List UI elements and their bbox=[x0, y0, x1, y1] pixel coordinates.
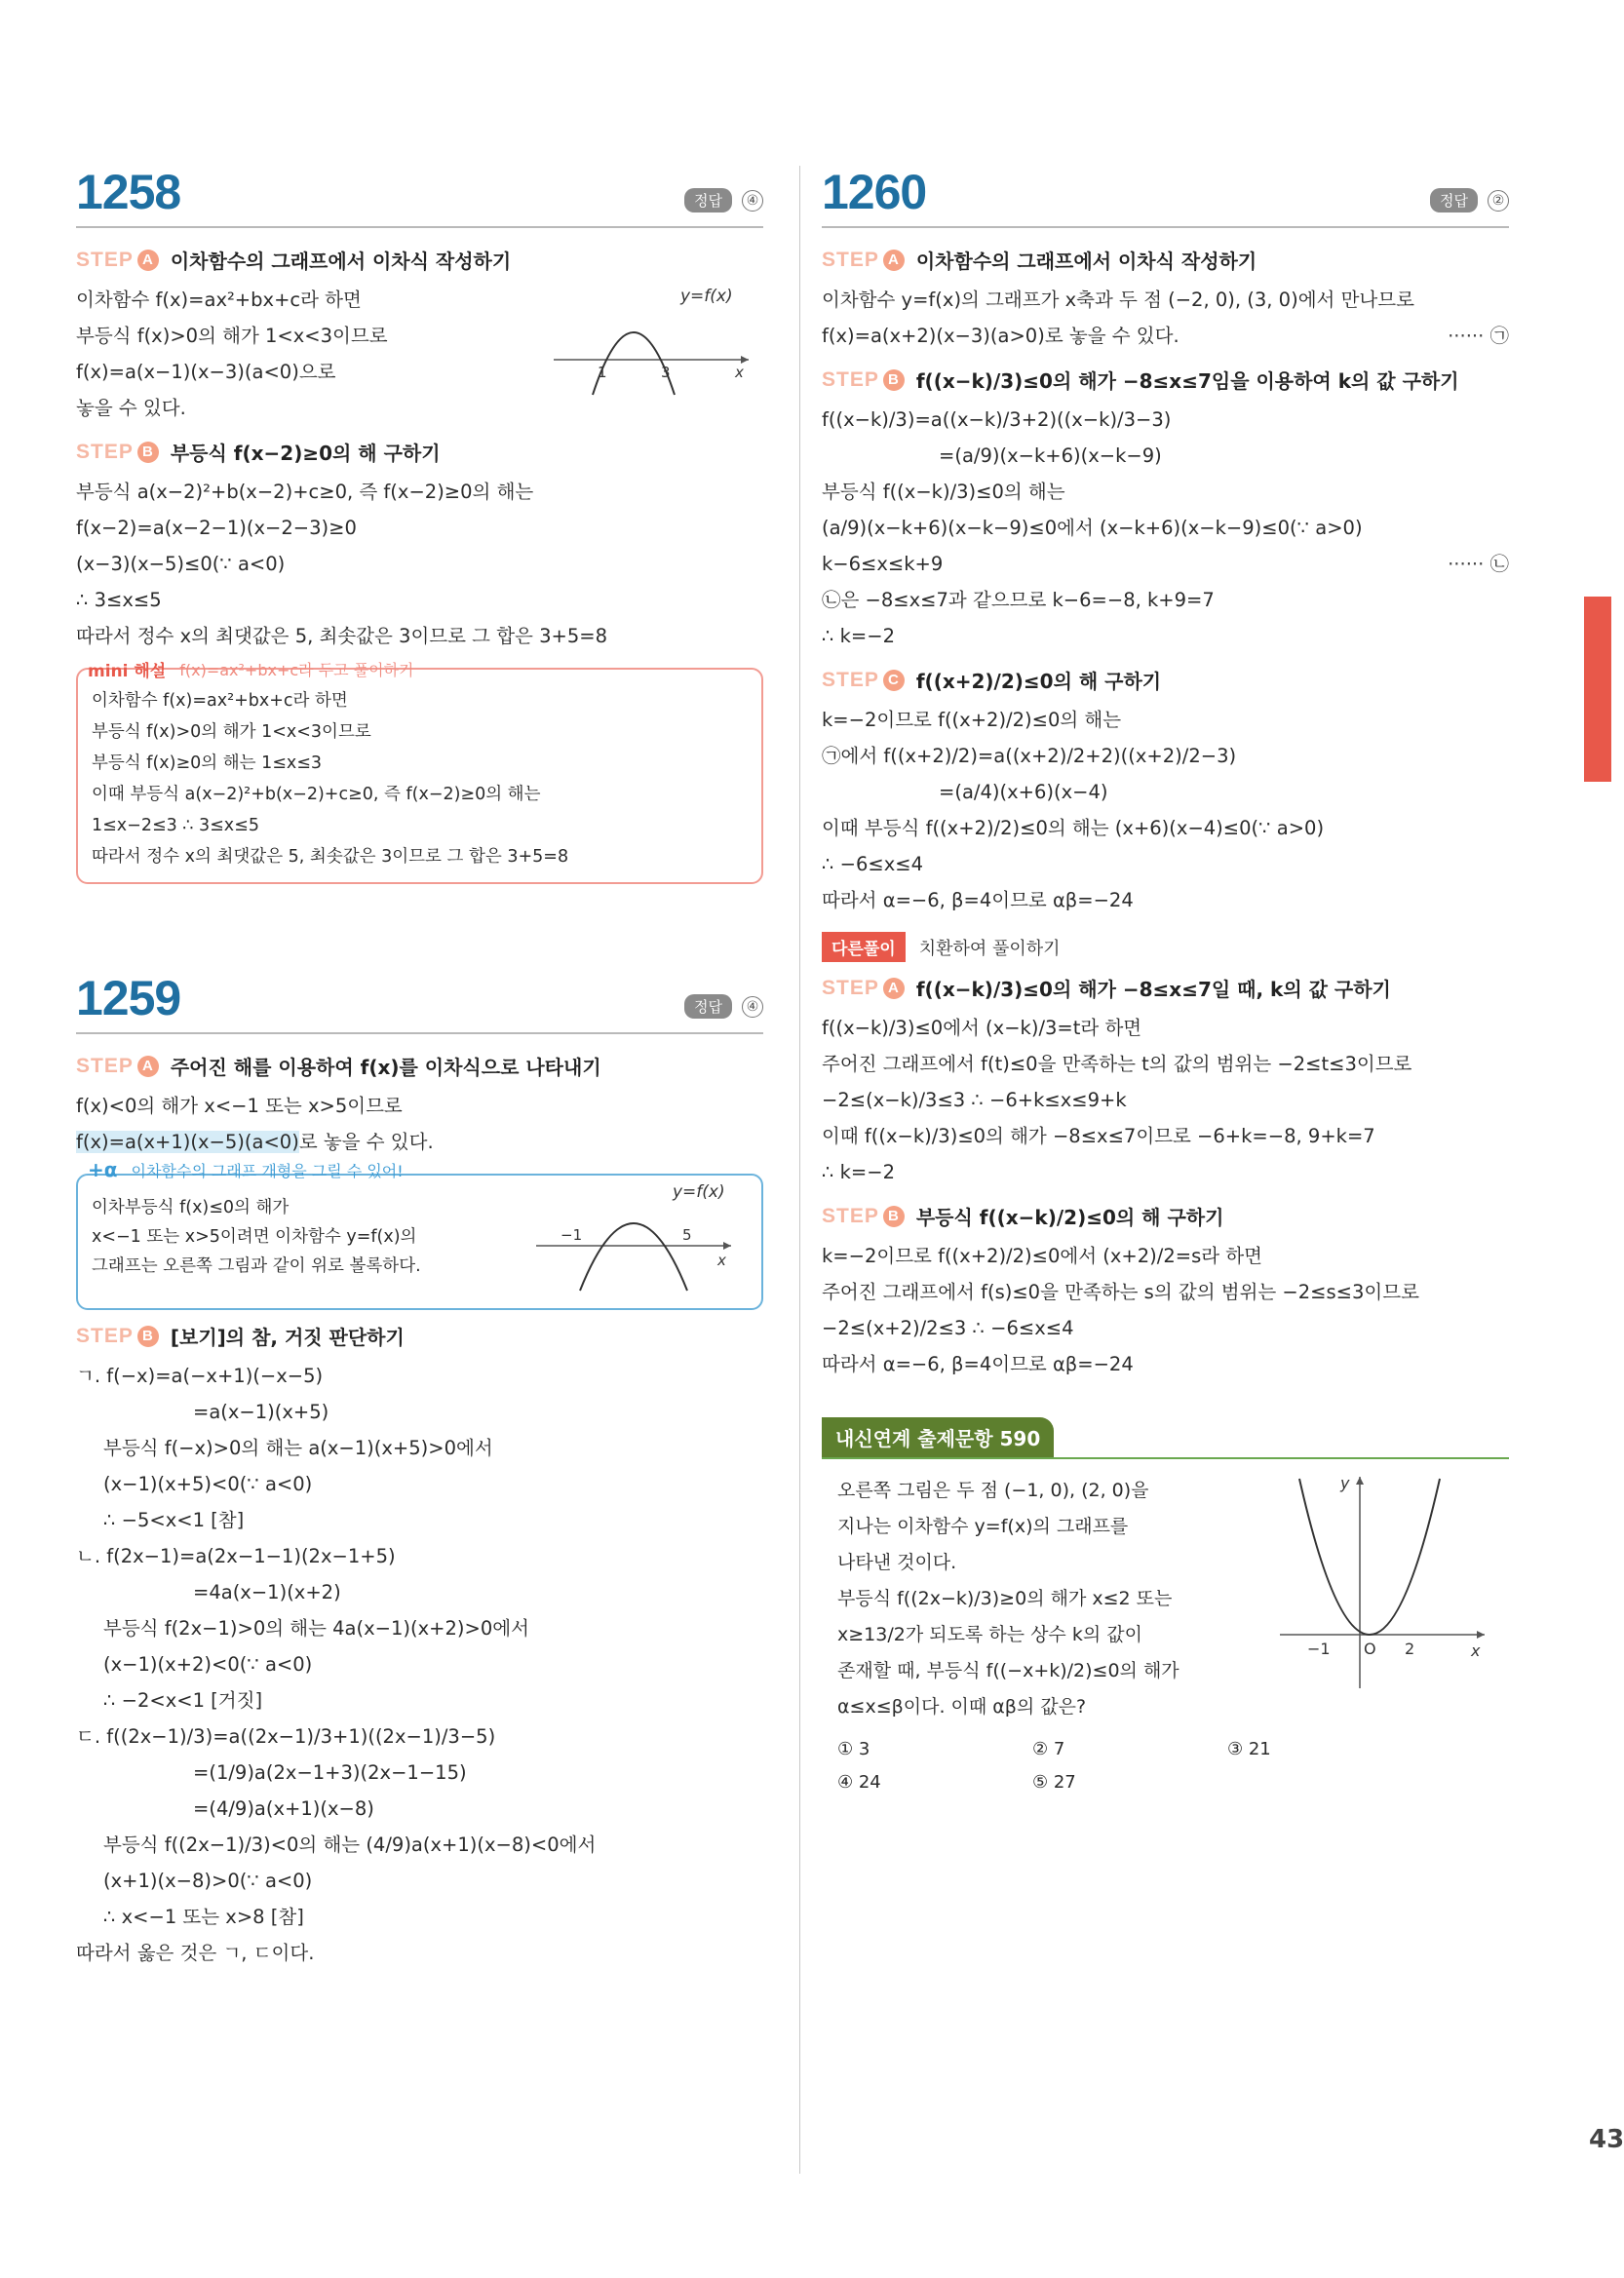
text-line: 주어진 그래프에서 f(s)≤0을 만족하는 s의 값의 범위는 −2≤s≤3이므로 bbox=[822, 1281, 1419, 1303]
text-line: 따라서 정수 x의 최댓값은 5, 최솟값은 3이므로 그 합은 3+5=8 bbox=[92, 847, 569, 867]
text-line: k=−2이므로 f((x+2)/2)≤0에서 (x+2)/2=s라 하면 bbox=[822, 1245, 1262, 1267]
page-number: 43 bbox=[1589, 2125, 1624, 2154]
text-line: ∴ −2<x<1 [거짓] bbox=[103, 1689, 263, 1712]
question-line: 부등식 f((2x−k)/3)≥0의 해가 x≤2 또는 bbox=[837, 1588, 1173, 1609]
step-a bbox=[822, 246, 1509, 274]
text-line: (a/9)(x−k+6)(x−k−9)≤0에서 (x−k+6)(x−k−9)≤0(∵ a>0) bbox=[822, 517, 1363, 539]
text-line: 부등식 f((x−k)/3)≤0의 해는 bbox=[822, 481, 1065, 503]
text-line: =(a/9)(x−k+6)(x−k−9) bbox=[939, 444, 1162, 467]
answer-box bbox=[1430, 188, 1509, 212]
alternate-tag: 다른풀이 bbox=[822, 932, 906, 962]
text-line: 부등식 f(−x)>0의 해는 a(x−1)(x+5)>0에서 bbox=[103, 1437, 493, 1459]
graph-axis-x: x bbox=[735, 364, 744, 381]
text-line: =(1/9)a(2x−1+3)(2x−1−15) bbox=[193, 1761, 467, 1784]
alt-step-a bbox=[822, 974, 1509, 1002]
question-line: 나타낸 것이다. bbox=[837, 1552, 957, 1573]
text-line: f(x)<0의 해가 x<−1 또는 x>5이므로 bbox=[76, 1095, 403, 1117]
text-line: (x−1)(x+2)<0(∵ a<0) bbox=[103, 1653, 313, 1676]
text-line: 따라서 α=−6, β=4이므로 αβ=−24 bbox=[822, 1353, 1134, 1375]
text-line: (x−1)(x+5)<0(∵ a<0) bbox=[103, 1473, 313, 1495]
answer-box bbox=[684, 188, 763, 212]
text-line: f(x−2)=a(x−2−1)(x−2−3)≥0 bbox=[76, 517, 357, 539]
graph-root-1: −1 bbox=[1307, 1640, 1331, 1658]
step-title: f((x−k)/3)≤0의 해가 −8≤x≤7일 때, k의 값 구하기 bbox=[915, 978, 1391, 1001]
text-line: f((x−k)/3)≤0에서 (x−k)/3=t라 하면 bbox=[822, 1017, 1142, 1039]
tip-tag: +α bbox=[88, 1158, 118, 1181]
mini-solution-box bbox=[76, 660, 763, 884]
text-line: x<−1 또는 x>5이려면 이차함수 y=f(x)의 bbox=[92, 1227, 417, 1247]
text-line: 이차함수 y=f(x)의 그래프가 x축과 두 점 (−2, 0), (3, 0)에서 만나므로 bbox=[822, 289, 1414, 311]
problem-header bbox=[822, 146, 1509, 228]
text-line: 부등식 a(x−2)²+b(x−2)+c≥0, 즉 f(x−2)≥0의 해는 bbox=[76, 481, 534, 503]
alt-step-b bbox=[822, 1202, 1509, 1230]
text-line: 이때 f((x−k)/3)≤0의 해가 −8≤x≤7이므로 −6+k=−8, 9+k=7 bbox=[822, 1125, 1375, 1147]
step-c bbox=[822, 666, 1509, 694]
text-line: f(x)=a(x−1)(x−3)(a<0)으로 bbox=[76, 361, 336, 383]
step-title: 이차함수의 그래프에서 이차식 작성하기 bbox=[915, 250, 1257, 273]
step-tag: STEP A bbox=[76, 249, 159, 272]
step-title: 부등식 f((x−k)/2)≤0의 해 구하기 bbox=[915, 1206, 1224, 1229]
equation-marker: ······ ㉡ bbox=[1448, 553, 1509, 575]
chapter-side-tab bbox=[1584, 597, 1611, 782]
choice-3[interactable]: ③ 21 bbox=[1227, 1739, 1271, 1759]
graph-label: y=f(x) bbox=[680, 287, 733, 306]
tip-title: 이차함수의 그래프 개형을 그릴 수 있어! bbox=[131, 1161, 404, 1180]
text-line: 주어진 그래프에서 f(t)≤0을 만족하는 t의 값의 범위는 −2≤t≤3이므로 bbox=[822, 1053, 1412, 1075]
text-line: ∴ k=−2 bbox=[822, 625, 895, 647]
answer-value: ④ bbox=[742, 190, 763, 212]
step-b bbox=[76, 1322, 763, 1350]
step-title: 부등식 f(x−2)≥0의 해 구하기 bbox=[170, 442, 441, 465]
step-b bbox=[76, 438, 763, 466]
text-line: ∴ 3≤x≤5 bbox=[76, 589, 162, 611]
text-line: f((x−k)/3)=a((x−k)/3+2)((x−k)/3−3) bbox=[822, 408, 1172, 431]
text-line: 부등식 f(x)>0의 해가 1<x<3이므로 bbox=[76, 325, 388, 347]
graph-root-2: 2 bbox=[1405, 1640, 1415, 1658]
step-a bbox=[76, 1052, 763, 1080]
step-tag: STEP B bbox=[822, 368, 905, 392]
choice-2[interactable]: ② 7 bbox=[1032, 1739, 1065, 1759]
problem-header bbox=[76, 146, 763, 228]
text-line: f(x)=a(x+1)(x−5)(a<0)로 놓을 수 있다. bbox=[76, 1131, 434, 1153]
step-tag: STEP A bbox=[822, 977, 905, 1000]
text-line: =4a(x−1)(x+2) bbox=[193, 1581, 341, 1603]
text-line: 그래프는 오른쪽 그림과 같이 위로 볼록하다. bbox=[92, 1256, 421, 1276]
graph-root-1: −1 bbox=[561, 1226, 583, 1244]
graph-root-1: 1 bbox=[598, 364, 607, 381]
problem-1259 bbox=[76, 952, 763, 1971]
answer-choices bbox=[837, 1733, 1493, 1799]
text-line: 1≤x−2≤3 ∴ 3≤x≤5 bbox=[92, 816, 259, 835]
text-line: =a(x−1)(x+5) bbox=[193, 1401, 329, 1423]
question-line: 오른쪽 그림은 두 점 (−1, 0), (2, 0)을 bbox=[837, 1480, 1149, 1501]
text-line: ㄴ. f(2x−1)=a(2x−1−1)(2x−1+5) bbox=[76, 1545, 396, 1567]
step-tag: STEP B bbox=[822, 1205, 905, 1228]
graph-root-2: 3 bbox=[661, 364, 671, 381]
graph-axis-y: y bbox=[1340, 1474, 1350, 1492]
choice-1[interactable]: ① 3 bbox=[837, 1739, 870, 1759]
question-line: 존재할 때, 부등식 f((−x+k)/2)≤0의 해가 bbox=[837, 1660, 1179, 1681]
graph-label: y=f(x) bbox=[673, 1182, 725, 1202]
choice-4[interactable]: ④ 24 bbox=[837, 1772, 881, 1793]
text-line: 따라서 α=−6, β=4이므로 αβ=−24 bbox=[822, 889, 1134, 911]
text-line: 부등식 f(x)>0의 해가 1<x<3이므로 bbox=[92, 722, 371, 742]
text-line: ∴ k=−2 bbox=[822, 1161, 895, 1183]
text-line: ∴ −5<x<1 [참] bbox=[103, 1509, 245, 1531]
answer-label: 정답 bbox=[684, 994, 732, 1019]
step-tag: STEP C bbox=[822, 669, 905, 692]
text-line: ∴ x<−1 또는 x>8 [참] bbox=[103, 1906, 304, 1928]
graph-root-2: 5 bbox=[682, 1226, 692, 1244]
problem-1258 bbox=[76, 146, 763, 884]
linked-exam-question bbox=[822, 1417, 1509, 1813]
text-line: 이때 부등식 f((x+2)/2)≤0의 해는 (x+6)(x−4)≤0(∵ a>0) bbox=[822, 817, 1325, 839]
text-line: 부등식 f(2x−1)>0의 해는 4a(x−1)(x+2)>0에서 bbox=[103, 1617, 529, 1640]
alternate-solution-header bbox=[822, 932, 1509, 962]
text-line: 이때 부등식 a(x−2)²+b(x−2)+c≥0, 즉 f(x−2)≥0의 해는 bbox=[92, 785, 541, 804]
question-line: x≥13/2가 되도록 하는 상수 k의 값이 bbox=[837, 1624, 1142, 1645]
text-line: −2≤(x+2)/2≤3 ∴ −6≤x≤4 bbox=[822, 1317, 1074, 1339]
equation-marker: ······ ㉠ bbox=[1448, 325, 1509, 347]
step-b bbox=[822, 366, 1509, 394]
parabola-graph bbox=[536, 1176, 746, 1297]
question-line: α≤x≤β이다. 이때 αβ의 값은? bbox=[837, 1696, 1087, 1718]
graph-origin: O bbox=[1364, 1640, 1376, 1658]
alternate-title: 치환하여 풀이하기 bbox=[918, 938, 1061, 959]
text-line: ㉠에서 f((x+2)/2)=a((x+2)/2+2)((x+2)/2−3) bbox=[822, 745, 1237, 767]
choice-5[interactable]: ⑤ 27 bbox=[1032, 1772, 1076, 1793]
answer-box bbox=[684, 994, 763, 1019]
step-a bbox=[76, 246, 763, 274]
text-line: (x−3)(x−5)≤0(∵ a<0) bbox=[76, 553, 286, 575]
text-line: k−6≤x≤k+9 ······ ㉡ bbox=[822, 546, 1509, 582]
left-column bbox=[76, 146, 763, 1971]
step-tag: STEP A bbox=[76, 1055, 159, 1078]
step-title: 이차함수의 그래프에서 이차식 작성하기 bbox=[170, 250, 512, 273]
text-line: 이차부등식 f(x)≤0의 해가 bbox=[92, 1198, 290, 1217]
text-line: =(a/4)(x+6)(x−4) bbox=[939, 781, 1108, 803]
question-line: 지나는 이차함수 y=f(x)의 그래프를 bbox=[837, 1516, 1129, 1537]
text-line: 부등식 f(x)≥0의 해는 1≤x≤3 bbox=[92, 753, 323, 773]
tip-box bbox=[76, 1158, 763, 1310]
right-column bbox=[822, 146, 1509, 1813]
graph-axis-x: x bbox=[1471, 1641, 1481, 1660]
step-tag: STEP B bbox=[76, 441, 159, 464]
answer-label: 정답 bbox=[684, 188, 732, 212]
text-line: 부등식 f((2x−1)/3)<0의 해는 (4/9)a(x+1)(x−8)<0에서 bbox=[103, 1834, 597, 1856]
step-tag: STEP B bbox=[76, 1325, 159, 1348]
problem-header bbox=[76, 952, 763, 1034]
answer-value: ② bbox=[1488, 190, 1509, 212]
step-tag: STEP A bbox=[822, 249, 905, 272]
text-line: 이차함수 f(x)=ax²+bx+c라 하면 bbox=[92, 691, 348, 711]
text-line: 놓을 수 있다. bbox=[76, 397, 186, 419]
problem-number: 1260 bbox=[822, 165, 927, 219]
text-line: f(x)=a(x+2)(x−3)(a>0)로 놓을 수 있다. ······ ㉠ bbox=[822, 318, 1509, 354]
parabola-graph bbox=[554, 280, 758, 406]
text-line: k=−2이므로 f((x+2)/2)≤0의 해는 bbox=[822, 709, 1122, 731]
linked-question-tag: 내신연계 출제문항 590 bbox=[822, 1417, 1054, 1457]
step-title: f((x−k)/3)≤0의 해가 −8≤x≤7임을 이용하여 k의 값 구하기 bbox=[915, 369, 1459, 393]
text-line: ㄷ. f((2x−1)/3)=a((2x−1)/3+1)((2x−1)/3−5) bbox=[76, 1725, 496, 1748]
graph-axis-x: x bbox=[717, 1252, 726, 1269]
answer-label: 정답 bbox=[1430, 188, 1478, 212]
column-divider bbox=[799, 166, 800, 2174]
text-line: ㉡은 −8≤x≤7과 같으므로 k−6=−8, k+9=7 bbox=[822, 589, 1215, 611]
text-line: 이차함수 f(x)=ax²+bx+c라 하면 bbox=[76, 289, 362, 311]
step-title: 주어진 해를 이용하여 f(x)를 이차식으로 나타내기 bbox=[170, 1056, 601, 1079]
text-line: (x+1)(x−8)>0(∵ a<0) bbox=[103, 1870, 313, 1892]
text-line: 따라서 옳은 것은 ㄱ, ㄷ이다. bbox=[76, 1942, 315, 1964]
answer-value: ④ bbox=[742, 996, 763, 1018]
text-line: 따라서 정수 x의 최댓값은 5, 최솟값은 3이므로 그 합은 3+5=8 bbox=[76, 625, 607, 647]
problem-1260 bbox=[822, 146, 1509, 1813]
text-line: ㄱ. f(−x)=a(−x+1)(−x−5) bbox=[76, 1365, 324, 1387]
problem-number: 1259 bbox=[76, 971, 181, 1025]
text-line: =(4/9)a(x+1)(x−8) bbox=[193, 1797, 374, 1820]
mini-title: f(x)=ax²+bx+c라 두고 풀이하기 bbox=[179, 660, 414, 679]
question-parabola-graph bbox=[1280, 1469, 1494, 1693]
text-line: −2≤(x−k)/3≤3 ∴ −6+k≤x≤9+k bbox=[822, 1089, 1127, 1111]
step-title: [보기]의 참, 거짓 판단하기 bbox=[170, 1326, 405, 1349]
text-line: ∴ −6≤x≤4 bbox=[822, 853, 923, 875]
mini-tag: mini 해설 bbox=[88, 661, 167, 681]
step-title: f((x+2)/2)≤0의 해 구하기 bbox=[915, 670, 1162, 693]
problem-number: 1258 bbox=[76, 165, 181, 219]
